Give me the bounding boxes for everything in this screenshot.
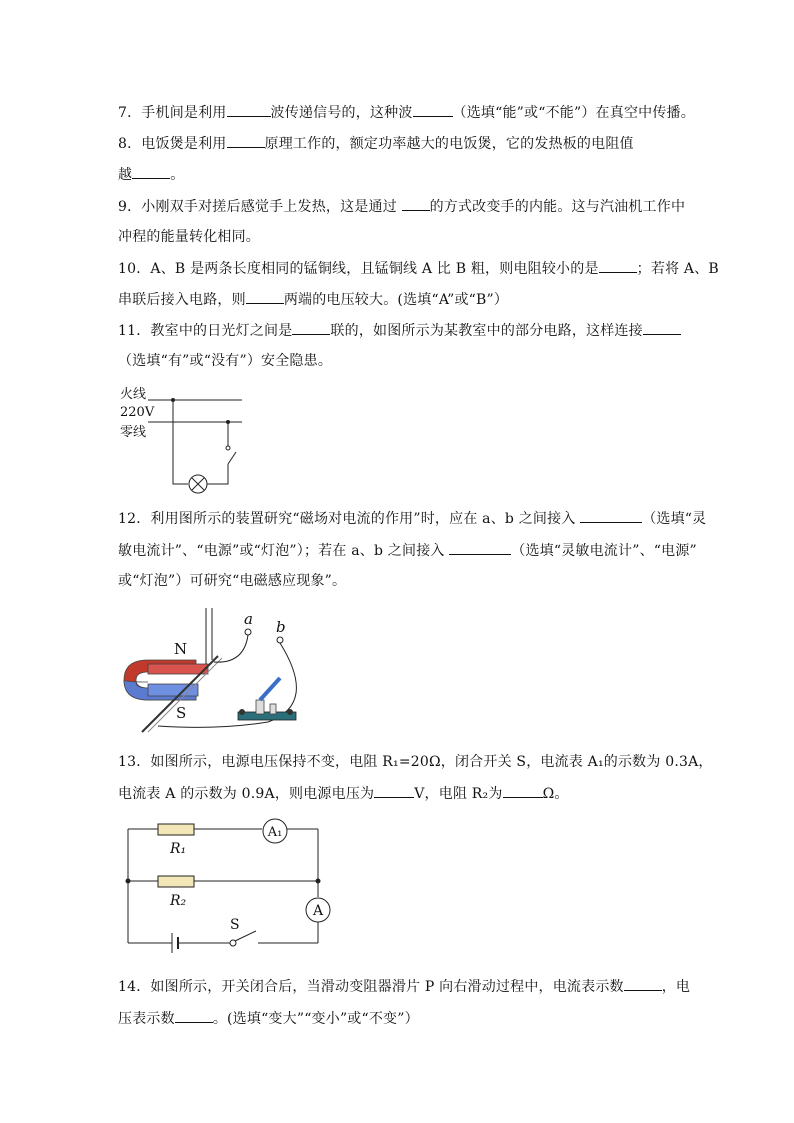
question-9-line-2	[118, 227, 260, 247]
switch-contact	[226, 446, 230, 450]
answer-blank[interactable]	[132, 164, 170, 179]
answer-blank[interactable]	[624, 976, 662, 991]
q14-text-1: 14．如图所示，开关闭合后，当滑动变阻器滑片 P 向右滑动过程中，电流表示数	[118, 979, 624, 995]
q8-text-1: 8．电饭煲是利用	[118, 136, 227, 152]
question-14-line-1	[118, 976, 690, 997]
ammeter-a-label: A	[312, 903, 324, 919]
ammeter-a1-label: A₁	[267, 825, 283, 840]
answer-blank[interactable]	[599, 258, 637, 273]
q13-text-2: 电流表 A 的示数为 0.9A，则电源电压为	[118, 786, 375, 802]
question-7	[118, 102, 695, 123]
question-11-line-2	[118, 351, 332, 371]
n-pole-label: N	[174, 640, 188, 658]
q9-text-1: 9．小刚双手对搓后感觉手上发热，这是通过	[118, 199, 402, 215]
q10-text-4: 两端的电压较大。(选填“A”或“B”）	[283, 292, 509, 308]
binding-post	[239, 709, 245, 715]
binding-post	[287, 709, 293, 715]
answer-blank[interactable]	[449, 540, 511, 555]
q13-text-3: V，电阻 R₂为	[414, 786, 503, 802]
answer-blank[interactable]	[175, 1008, 213, 1023]
q8-text-4: 。	[170, 167, 185, 183]
q12-text-5: 或“灯泡”）可研究“电磁感应现象”。	[118, 573, 347, 589]
question-12-line-1	[118, 508, 706, 529]
answer-blank[interactable]	[227, 102, 271, 117]
q14-text-4: 。(选填“变大”“变小”或“不变”）	[212, 1011, 419, 1027]
q7-text-2: 波传递信号的，这种波	[270, 105, 413, 121]
answer-blank[interactable]	[580, 508, 642, 523]
q13-text-4: Ω。	[542, 786, 569, 802]
q7-text-3: （选填“能”或“不能”）在真空中传播。	[452, 105, 695, 121]
question-10-line-1	[118, 258, 719, 279]
q8-text-3: 越	[118, 167, 133, 183]
question-12-line-2	[118, 540, 697, 561]
resistor-r1	[158, 824, 194, 835]
live-wire-label: 火线	[120, 387, 147, 402]
question-8-line-2	[118, 164, 184, 185]
q12-text-3: 敏电流计”、“电源”或“灯泡”）；若在 a、b 之间接入	[118, 543, 450, 559]
r2-label: R₂	[170, 893, 187, 909]
terminal-a	[245, 629, 251, 635]
switch-icon	[228, 452, 236, 464]
question-10-line-2	[118, 289, 508, 310]
switch-lever	[260, 678, 280, 700]
terminal-a-label: a	[244, 610, 253, 628]
voltage-label: 220V	[120, 405, 155, 420]
q11-text-1: 11．教室中的日光灯之间是	[118, 323, 293, 339]
q14-text-2: ，电	[661, 979, 691, 995]
q13-text-1: 13．如图所示，电源电压保持不变，电阻 R₁=20Ω，闭合开关 S，电流表 A₁的示数为 0.3A，	[118, 754, 713, 770]
answer-blank[interactable]	[413, 102, 453, 117]
q14-text-3: 压表示数	[118, 1011, 175, 1027]
s-pole-label: S	[176, 704, 187, 722]
q11-text-3: （选填“有”或“没有”）安全隐患。	[118, 353, 333, 369]
terminal-b-label: b	[276, 618, 286, 636]
r1-label: R₁	[170, 841, 187, 857]
q11-text-2: 联的，如图所示为某教室中的部分电路，这样连接	[330, 323, 643, 339]
lamp-wire	[173, 400, 188, 484]
magnet-apparatus-figure	[118, 604, 318, 734]
q9-text-3: 冲程的能量转化相同。	[118, 229, 260, 245]
wire-a	[214, 635, 248, 662]
magnet-top-bar	[148, 664, 208, 674]
question-12-line-3	[118, 571, 346, 591]
question-11-line-1	[118, 320, 681, 341]
answer-blank[interactable]	[503, 783, 543, 798]
junction-dot	[316, 879, 321, 884]
q8-text-2: 原理工作的，额定功率越大的电饭煲，它的发热板的电阻值	[264, 136, 634, 152]
resistor-r2	[158, 876, 194, 887]
parallel-circuit-figure	[118, 815, 333, 955]
junction-dot	[126, 879, 131, 884]
terminal-b	[277, 637, 283, 643]
answer-blank[interactable]	[292, 320, 330, 335]
q10-text-2: ；若将 A、B	[636, 261, 719, 277]
q9-text-2: 的方式改变手的内能。这与汽油机工作中	[429, 199, 686, 215]
answer-blank[interactable]	[227, 133, 265, 148]
household-circuit-figure	[118, 382, 248, 497]
question-13-line-2	[118, 783, 569, 804]
question-9-line-1	[118, 196, 685, 217]
switch-s-label: S	[230, 917, 240, 933]
question-8-line-1	[118, 133, 634, 154]
switch-post	[270, 704, 276, 714]
q10-text-3: 串联后接入电路，则	[118, 292, 246, 308]
answer-blank[interactable]	[643, 320, 681, 335]
switch-wire	[207, 464, 228, 484]
q12-text-4: （选填“灵敏电流计”、“电源”	[511, 543, 697, 559]
question-14-line-2	[118, 1008, 419, 1029]
neutral-wire-label: 零线	[120, 425, 147, 440]
q10-text-1: 10．A、B 是两条长度相同的锰铜线，且锰铜线 A 比 B 粗，则电阻较小的是	[118, 261, 599, 277]
switch-post	[256, 700, 264, 714]
answer-blank[interactable]	[402, 196, 430, 211]
question-13-line-1	[118, 752, 713, 772]
q7-text-1: 7．手机间是利用	[118, 105, 227, 121]
q12-text-1: 12．利用图所示的装置研究“磁场对电流的作用”时，应在 a、b 之间接入	[118, 511, 581, 527]
answer-blank[interactable]	[374, 783, 414, 798]
answer-blank[interactable]	[246, 289, 284, 304]
q12-text-2: （选填“灵	[642, 511, 707, 527]
